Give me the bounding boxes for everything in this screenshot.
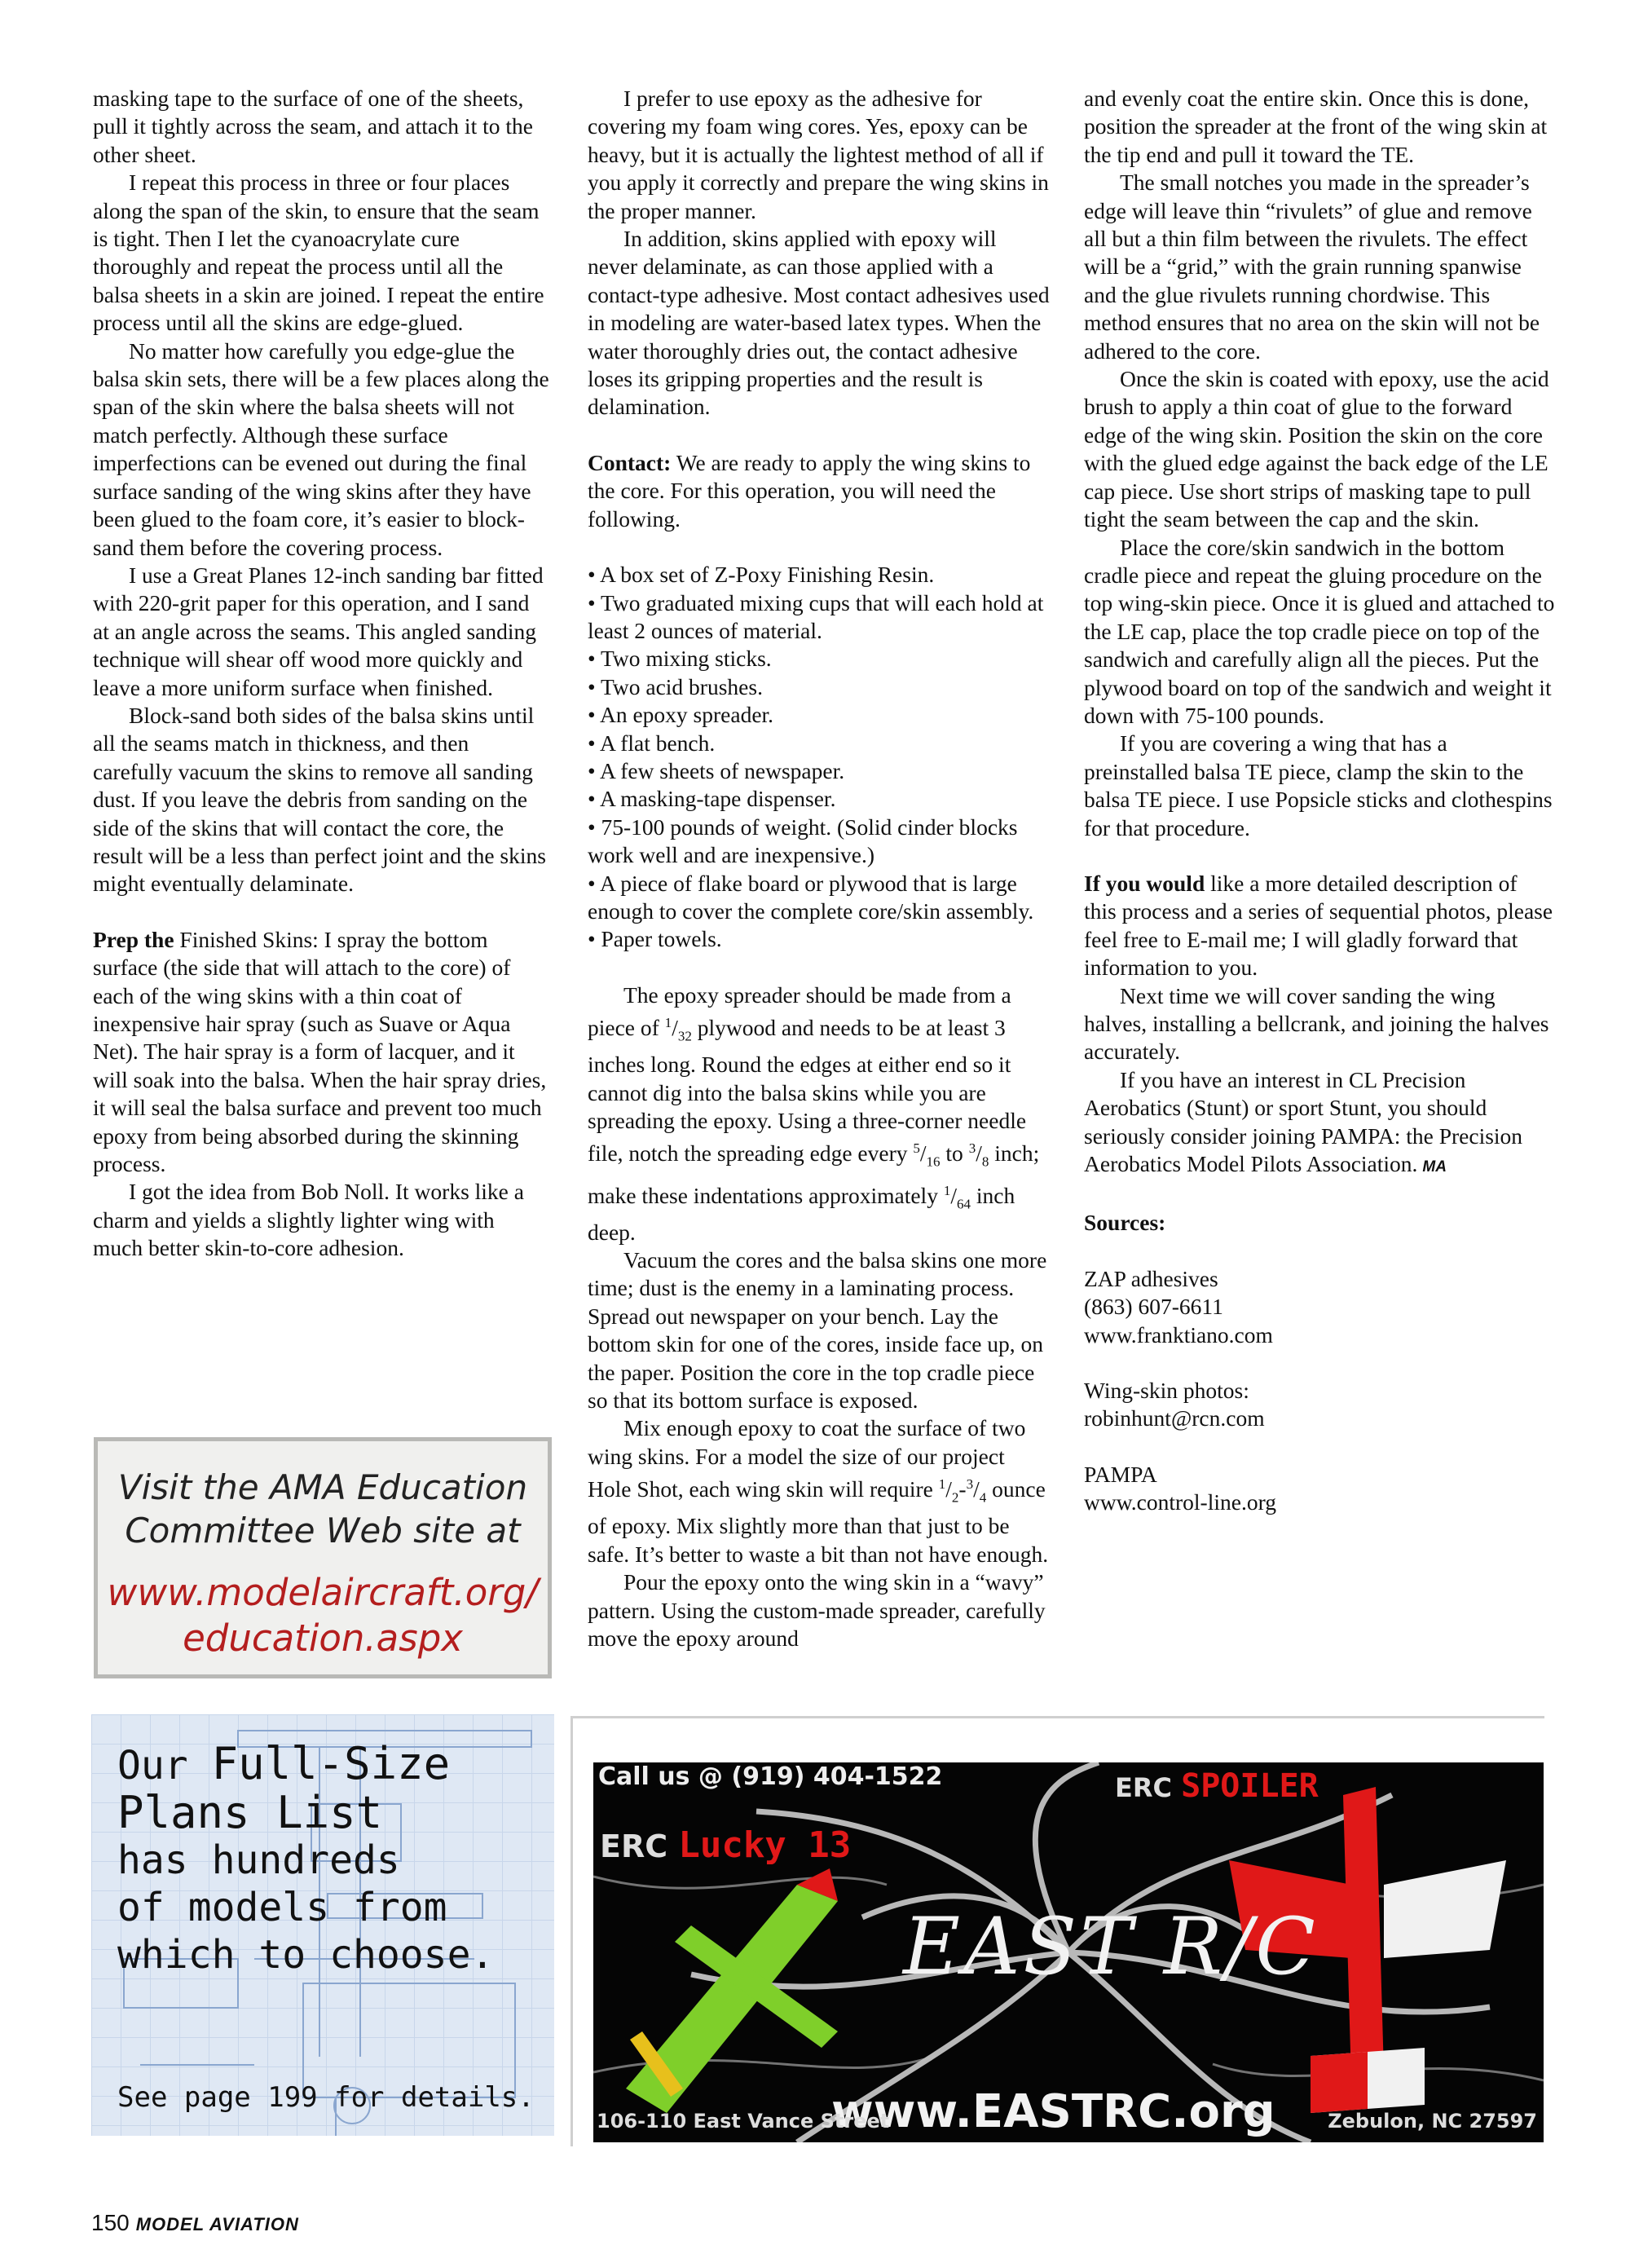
ama-line-1: Visit the AMA Education — [117, 1467, 528, 1507]
ad-spoiler: ERC SPOILER — [1115, 1767, 1319, 1805]
plans-page-ref: See page 199 for details. — [117, 2081, 535, 2114]
ad-city: Zebulon, NC 27597 — [1328, 2110, 1537, 2133]
green-plane-icon — [626, 1868, 838, 2113]
paragraph: If you are covering a wing that has a preinstalled balsa TE piece, clamp the skin to the balsa TE piece. I use Popsicle sticks and clothespins for that procedure. — [1084, 730, 1553, 840]
list-item: • A few sheets of newspaper. — [588, 757, 845, 783]
paragraph: Pour the epoxy onto the wing skin in a “wavy” pattern. Using the custom-made spreader, carefully move the epoxy around — [588, 1569, 1046, 1651]
sources-heading: Sources: — [1084, 1210, 1166, 1236]
paragraph-ifyou — [1084, 870, 1555, 982]
paragraph-pampa: If you have an interest in CL Precision Aerobatics (Stunt) or sport Stunt, you should seriously consider joining PAMPA: the Precision Aerobatics Model Pilots Association. MA — [1084, 1066, 1523, 1177]
source-link[interactable]: www.control-line.org — [1084, 1489, 1276, 1515]
list-item: • Paper towels. — [588, 926, 722, 952]
run-in-head: Contact: — [588, 449, 672, 475]
paragraph: I repeat this process in three or four places along the span of the skin, to ensure that the seam is tight. Then I let the cyanoacrylate cure thoroughly and repeat the process until all the balsa sheets in a skin are joined. I repeat the entire process until all the skins are edge-glued. — [93, 170, 544, 336]
page-folio — [91, 2210, 299, 2236]
paragraph: The small notches you made in the spreader’s edge will leave thin “rivulets” of glue and remove all but a thin film between the rivulets. The effect will be a “grid,” with the grain running spanwise and the glue rivulets running chordwise. This method ensures that no area on the skin will not be adhered to the core. — [1084, 170, 1540, 364]
run-in-head: Prep the — [93, 926, 174, 952]
paragraph: Once the skin is coated with epoxy, use the acid brush to apply a thin coat of glue to the forward edge of the wing skin. Position the skin on the core with the glued edge against the back edge of the LE cap piece. Use short strips of masking tape to pull tight the seam between the cap and the skin. — [1084, 366, 1549, 532]
source-entry: ZAP adhesives (863) 607-6611 www.franktiano.com — [1084, 1265, 1555, 1349]
paragraph: Block-sand both sides of the balsa skins until all the seams match in thickness, and then carefully vacuum the skins to remove all sanding dust. If you leave the debris from sanding on the side of the skins that will contact the core, the result will be a less than perfect joint and the skins might eventually delaminate. — [93, 702, 546, 897]
list-item: • An epoxy spreader. — [588, 702, 774, 728]
ama-url-1[interactable]: www.modelaircraft.org/ — [107, 1571, 539, 1614]
list-item: • A box set of Z-Poxy Finishing Resin. — [588, 562, 935, 588]
column-1 — [93, 85, 549, 1263]
paragraph-body: like a more detailed description of this process and a series of sequential photos, please feel free to E-mail me; I will gladly forward that information to you. — [1084, 870, 1553, 981]
paragraph-body: We are ready to apply the wing skins to the core. For this operation, you will need the following. — [588, 449, 1031, 532]
paragraph: I prefer to use epoxy as the adhesive for covering my foam wing cores. Yes, epoxy can be heavy, but it is actually the lightest method of all if you apply it correctly and prepare the wing skins in the proper manner. — [588, 86, 1049, 223]
east-rc-ad[interactable] — [593, 1762, 1544, 2142]
paragraph: I got the idea from Bob Noll. It works like a charm and yields a slightly lighter wing with much better skin-to-core adhesion. — [93, 1179, 524, 1261]
plans-headline: Our Full-Size Plans List has hundreds of models from which to choose. — [117, 1738, 495, 1978]
list-item: • Two acid brushes. — [588, 673, 763, 699]
list-item: • A flat bench. — [588, 730, 716, 756]
paragraph: Vacuum the cores and the balsa skins one more time; dust is the enemy in a laminating process. Spread out newspaper on your bench. Lay the bottom skin for one of the cores, inside face up, on the paper. Position the core in the top cradle piece so that its bottom surface is exposed. — [588, 1247, 1047, 1414]
source-link[interactable]: www.franktiano.com — [1084, 1321, 1273, 1348]
list-item: • Two mixing sticks. — [588, 646, 772, 672]
source-entry: Wing-skin photos: robinhunt@rcn.com — [1084, 1377, 1555, 1433]
paragraph: Next time we will cover sanding the wing halves, installing a bellcrank, and joining the halves accurately. — [1084, 982, 1549, 1065]
list-item: • Two graduated mixing cups that will each hold at least 2 ounces of material. — [588, 589, 1044, 643]
page-number: 150 — [91, 2210, 130, 2235]
column-3 — [1084, 85, 1555, 1517]
ama-education-box — [94, 1437, 552, 1678]
paragraph: Place the core/skin sandwich in the bottom cradle piece and repeat the gluing procedure on the top wing-skin piece. Once it is glued and attached to the LE cap, place the top cradle piece on top of the sandwich and carefully align all the pieces. Put the plywood board on top of the sandwich and weight it down with 75-100 pounds. — [1084, 534, 1555, 728]
paragraph: and evenly coat the entire skin. Once this is done, position the spreader at the front of the wing skin at the tip end and pull it toward the TE. — [1084, 86, 1548, 167]
run-in-head: If you would — [1084, 870, 1205, 896]
paragraph-contact — [588, 449, 1050, 533]
paragraph-body: Finished Skins: I spray the bottom surface (the side that will attach to the core) of each of the wing skins with a thin coat of inexpensive hair spray (such as Suave or Aqua Net). The hair spray is a form of lacquer, and it will soak into the balsa. When the hair spray dries, it will seal the balsa surface and prevent too much epoxy from being absorbed during the skinning process. — [93, 926, 547, 1177]
end-mark: MA — [1422, 1158, 1447, 1176]
source-entry: PAMPA www.control-line.org — [1084, 1461, 1555, 1517]
paragraph: I use a Great Planes 12-inch sanding bar fitted with 220-grit paper for this operation, and I sand at an angle across the seams. This angled sanding technique will shear off wood more quickly and leave a more uniform surface when finished. — [93, 562, 544, 700]
paragraph: masking tape to the surface of one of the sheets, pull it tightly across the seam, and attach it to the other sheet. — [93, 86, 533, 167]
column-2 — [588, 85, 1050, 1652]
paragraph-spreader: The epoxy spreader should be made from a piece of $^1/_{32}$ plywood and needs to be at least 3 inches long. Round the edges at either end so it cannot dig into the balsa skins while you are spreading the epoxy. Using a three-corner needle file, notch the spreading edge every $^5/_{16}$ to $^3/_8$ inch; make these indentations approximately $^1/_{64}$ inch deep. — [588, 981, 1040, 1245]
list-item: • A masking-tape dispenser. — [588, 786, 836, 812]
list-item: • 75-100 pounds of weight. (Solid cinder blocks work well and are inexpensive.) — [588, 814, 1018, 868]
source-email[interactable]: robinhunt@rcn.com — [1084, 1405, 1265, 1431]
paragraph: In addition, skins applied with epoxy will never delaminate, as can those applied with a contact-type adhesive. Most contact adhesives used in modeling are water-based latex types. When the water thoroughly dries out, the contact adhesive loses its gripping properties and the result is delamination. — [588, 226, 1050, 420]
ad-url[interactable]: www.EASTRC.org — [831, 2085, 1275, 2138]
ad-address: 106-110 East Vance Street — [597, 2110, 890, 2133]
paragraph: No matter how carefully you edge-glue the balsa skin sets, there will be a few places along the span of the skin where the balsa sheets will not match perfectly. Although these surface imperfections can be evened out during the final surface sanding of the wing skins after they have been glued to the foam core, it’s easier to block-sand them before the covering process. — [93, 337, 549, 560]
ama-url-2[interactable]: education.aspx — [183, 1617, 463, 1660]
ama-line-2: Committee Web site at — [125, 1511, 521, 1550]
ad-lucky-13: ERC Lucky 13 — [600, 1824, 852, 1866]
ad-phone[interactable]: Call us @ (919) 404-1522 — [598, 1762, 943, 1791]
magazine-name: MODEL AVIATION — [135, 2214, 299, 2234]
sources-list — [1084, 1265, 1555, 1517]
list-item: • A piece of flake board or plywood that is large enough to cover the complete core/skin assembly. — [588, 870, 1034, 924]
paragraph-mix: Mix enough epoxy to coat the surface of two wing skins. For a model the size of our project Hole Shot, each wing skin will require $^1/_2-^3/_4$ ounce of epoxy. Mix slightly more than that just to be safe. It’s better to waste a bit than not have enough. — [588, 1415, 1049, 1567]
ad-brand-logo: EAST R/C — [903, 1901, 1319, 1992]
materials-list — [588, 561, 1050, 954]
plans-list-ad — [91, 1714, 554, 2136]
paragraph-prep — [93, 926, 549, 1179]
